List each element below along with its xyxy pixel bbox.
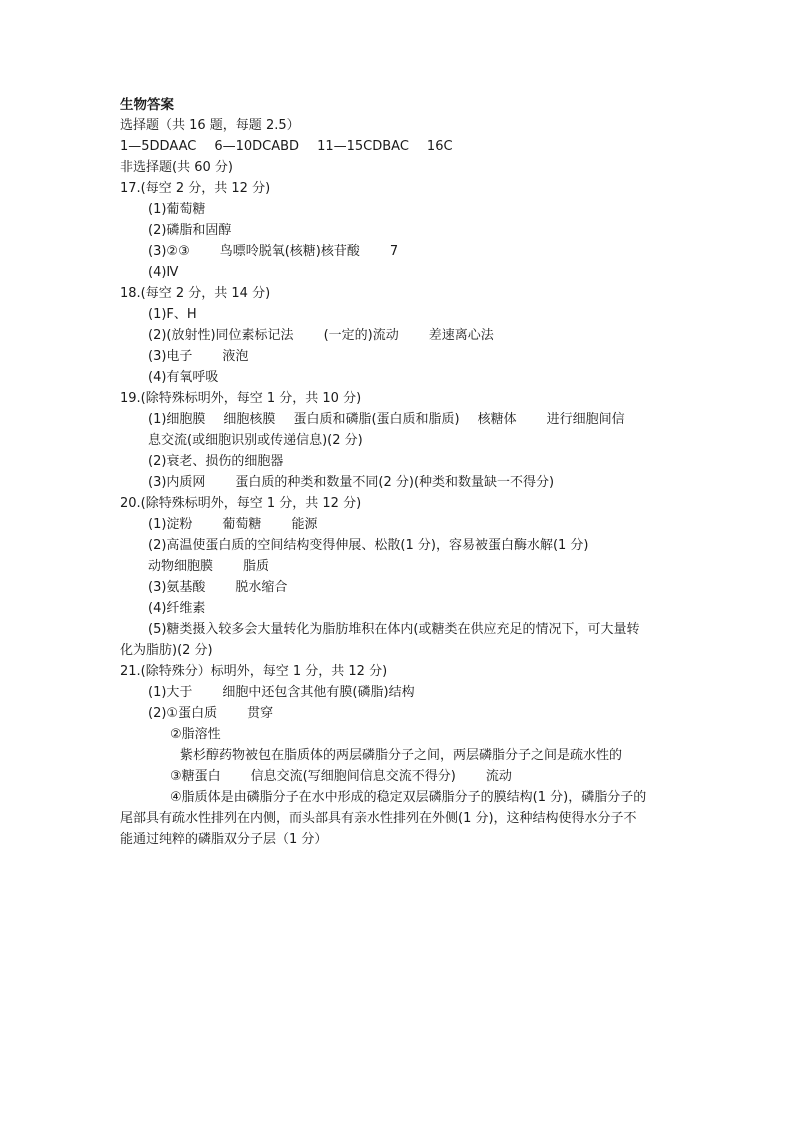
q19-header: 19.(除特殊标明外，每空 1 分，共 10 分) [120,391,362,406]
q20-answer-5: (5)糖类摄入较多会大量转化为脂肪堆积在体内(或糖类在供应充足的情况下，可大量转 [148,622,640,637]
q21-answer-1a: (1)大于 [148,685,193,700]
q21-answer-1b: 细胞中还包含其他有膜(磷脂)结构 [222,685,415,700]
q18-answer-2b: (一定的)流动 [323,328,399,343]
q20-answer-2b: 动物细胞膜 [148,559,214,574]
q21-answer-2b: 贯穿 [247,706,274,721]
document-title: 生物答案 [120,97,174,113]
q19-answer-1-cont: 息交流(或细胞识别或传递信息)(2 分) [148,433,363,448]
q20-answer-1c: 能源 [291,517,318,532]
q20-answer-1a: (1)淀粉 [148,517,193,532]
q21-answer-2-iii [170,768,512,786]
q20-answer-4: (4)纤维素 [148,601,206,616]
q18-header: 18.(每空 2 分，共 14 分) [120,286,271,301]
q20-answer-3b: 脱水缩合 [235,580,288,595]
q21-answer-2e: ③糖蛋白 [170,769,221,784]
q18-answer-4: (4)有氧呼吸 [148,370,219,385]
q20-answer-2c: 脂质 [243,559,270,574]
q17-answer-1: (1)葡萄糖 [148,202,206,217]
q21-answer-2 [148,705,273,723]
q19-answer-1a: (1)细胞膜 [148,412,206,427]
mc-answers [120,138,453,156]
mc-answer-3: 11—15CDBAC [317,139,409,154]
q20-header: 20.(除特殊标明外，每空 1 分，共 12 分) [120,496,362,511]
q18-answer-3 [148,348,248,366]
q18-answer-3a: (3)电子 [148,349,193,364]
q18-answer-3b: 液泡 [222,349,249,364]
q21-answer-2-iv-cont2: 能通过纯粹的磷脂双分子层（1 分） [120,832,328,847]
mc-header: 选择题（共 16 题，每题 2.5） [120,118,300,133]
q20-answer-2: (2)高温使蛋白质的空间结构变得伸展、松散(1 分)，容易被蛋白酶水解(1 分) [148,538,589,553]
q21-answer-2-ii: ②脂溶性 [170,727,221,742]
q21-answer-2f: 信息交流(写细胞间信息交流不得分) [250,769,456,784]
q19-answer-3b: 蛋白质的种类和数量不同(2 分)(种类和数量缺一不得分) [235,475,555,490]
q18-answer-2 [148,327,494,345]
q21-answer-2-iv: ④脂质体是由磷脂分子在水中形成的稳定双层磷脂分子的膜结构(1 分)，磷脂分子的 [170,790,647,805]
q20-answer-1b: 葡萄糖 [222,517,262,532]
q21-header: 21.(除特殊分）标明外，每空 1 分，共 12 分) [120,664,388,679]
q20-answer-3a: (3)氨基酸 [148,580,206,595]
q18-answer-2c: 差速离心法 [428,328,494,343]
mc-answer-2: 6—10DCABD [214,139,300,154]
q20-answer-5-cont: 化为脂肪)(2 分) [120,643,213,658]
q18-answer-1: (1)F、H [148,307,197,322]
q19-answer-3 [148,474,554,492]
q19-answer-1 [148,411,625,429]
mc-answer-4: 16C [426,139,453,154]
q20-answer-2-cont [148,558,269,576]
q17-header: 17.(每空 2 分，共 12 分) [120,181,271,196]
q19-answer-1e: 进行细胞间信 [546,412,625,427]
q19-answer-2: (2)衰老、损伤的细胞器 [148,454,284,469]
q17-answer-4: (4)Ⅳ [148,265,179,280]
q20-answer-1 [148,516,317,534]
q18-answer-2a: (2)(放射性)同位素标记法 [148,328,294,343]
q17-answer-2: (2)磷脂和固醇 [148,223,232,238]
q21-answer-2-iv-cont: 尾部具有疏水性排列在内侧，而头部具有亲水性排列在外侧(1 分)，这种结构使得水分子不 [120,811,637,826]
q19-answer-1c: 蛋白质和磷脂(蛋白质和脂质) [293,412,460,427]
q17-answer-3a: (3)②③ [148,244,190,259]
q19-answer-3a: (3)内质网 [148,475,206,490]
q17-answer-3b: 鸟嘌呤脱氧(核糖)核苷酸 [219,244,360,259]
q21-answer-2-ii-detail: 紫杉醇药物被包在脂质体的两层磷脂分子之间，两层磷脂分子之间是疏水性的 [180,748,623,763]
q21-answer-2g: 流动 [485,769,512,784]
q19-answer-1b: 细胞核膜 [223,412,276,427]
nmc-header: 非选择题(共 60 分) [120,160,233,175]
mc-answer-1: 1—5DDAAC [120,139,197,154]
q21-answer-2a: (2)①蛋白质 [148,706,218,721]
q17-answer-3 [148,243,398,261]
q20-answer-3 [148,579,287,597]
q19-answer-1d: 核糖体 [477,412,517,427]
q21-answer-1 [148,684,415,702]
q17-answer-3c: 7 [389,244,399,259]
